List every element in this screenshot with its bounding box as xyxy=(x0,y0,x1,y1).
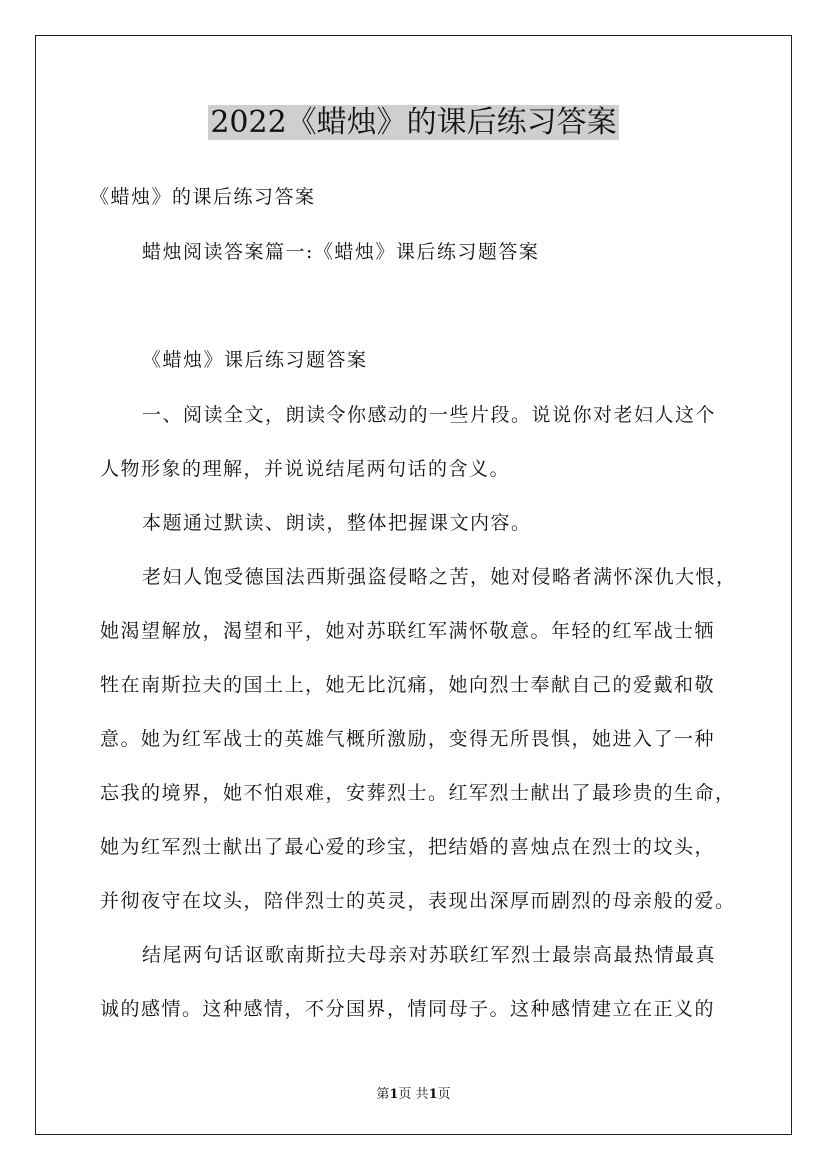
paragraph-line: 老妇人饱受德国法西斯强盗侵略之苦，她对侵略者满怀深仇大恨， xyxy=(142,566,737,588)
paragraph-line: 忘我的境界，她不怕艰难，安葬烈士。红军烈士献出了最珍贵的生命， xyxy=(100,782,736,804)
paragraph-line: 结尾两句话讴歌南斯拉夫母亲对苏联红军烈士最崇高最热情最真 xyxy=(142,944,717,966)
paragraph-line: 一、阅读全文，朗读令你感动的一些片段。说说你对老妇人这个 xyxy=(142,404,717,426)
paragraph-line: 蜡烛阅读答案篇一:《蜡烛》课后练习题答案 xyxy=(142,241,540,263)
paragraph-line: 本题通过默读、朗读，整体把握课文内容。 xyxy=(142,512,532,534)
paragraph-line: 她渴望解放，渴望和平，她对苏联红军满怀敬意。年轻的红军战士牺 xyxy=(100,620,716,642)
paragraph-line: 她为红军烈士献出了最心爱的珍宝，把结婚的喜烛点在烈士的坟头， xyxy=(100,836,716,858)
paragraph-line: 人物形象的理解，并说说结尾两句话的含义。 xyxy=(100,458,511,480)
footer-page-number: 1 xyxy=(389,1087,399,1102)
document-title: 2022《蜡烛》的课后练习答案 xyxy=(210,105,617,140)
page-footer xyxy=(0,1083,827,1102)
paragraph-line: 《蜡烛》课后练习题答案 xyxy=(142,349,368,371)
footer-page-prefix: 第 xyxy=(376,1087,390,1102)
paragraph-line: 诚的感情。这种感情，不分国界，情同母子。这种感情建立在正义的 xyxy=(100,998,716,1020)
paragraph-line: 牲在南斯拉夫的国土上，她无比沉痛，她向烈士奉献自己的爱戴和敬 xyxy=(100,674,716,696)
document-title-wrap xyxy=(0,103,827,143)
footer-page-mid: 页 共 xyxy=(398,1087,429,1102)
footer-page-total: 1 xyxy=(428,1087,438,1102)
subtitle-line: 《蜡烛》的课后练习答案 xyxy=(90,186,316,208)
paragraph-line: 意。她为红军战士的英雄气概所激励，变得无所畏惧，她进入了一种 xyxy=(100,728,716,750)
footer-page-suffix: 页 xyxy=(437,1087,451,1102)
paragraph-line: 并彻夜守在坟头，陪伴烈士的英灵，表现出深厚而剧烈的母亲般的爱。 xyxy=(100,890,736,912)
